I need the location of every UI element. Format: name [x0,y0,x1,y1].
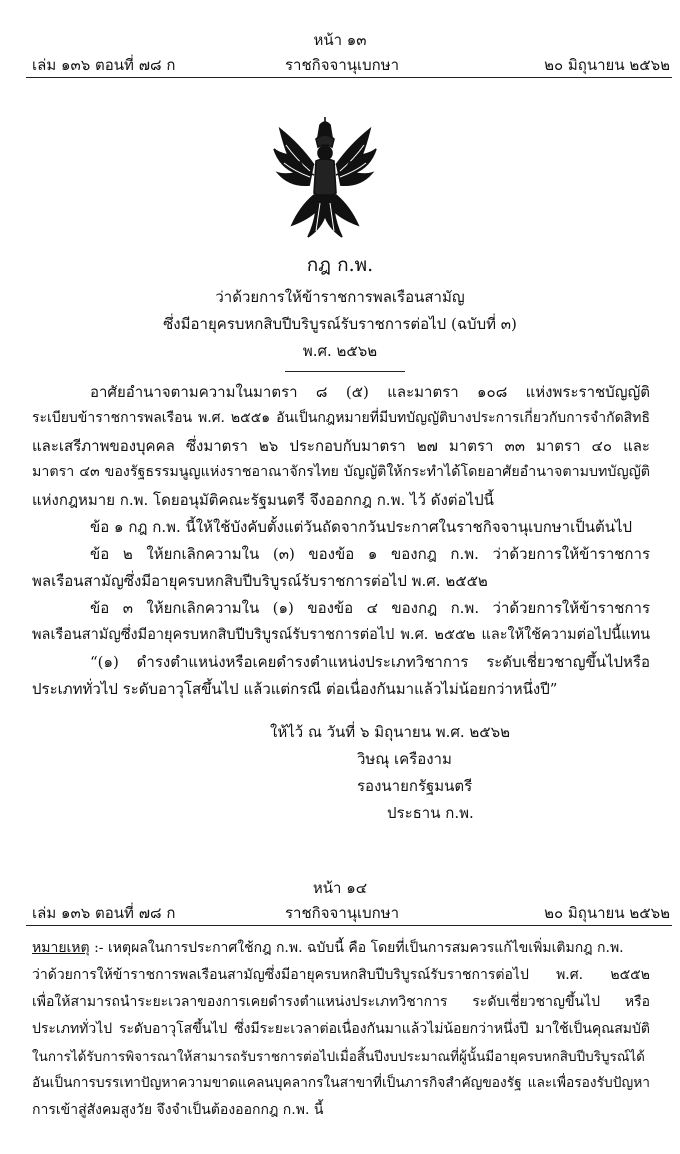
clause-3-quote: ประเภททั่วไป ระดับอาวุโสขึ้นไป แล้วแต่กรณี ต่อเนื่องกันมาแล้วไม่น้อยกว่าหนึ่งปี” [32,680,558,698]
note-line: อันเป็นการบรรเทาปัญหาความขาดแคลนบุคลากรในสาขาที่เป็นภารกิจสำคัญของรัฐ และเพื่อรองรับปัญหา [32,1075,650,1091]
note-line: เพื่อให้สามารถนำระยะเวลาของการเคยดำรงตำแหน่งประเภทวิชาการ ระดับเชี่ยวชาญขึ้นไป หรือ [32,994,650,1010]
note-line: ว่าด้วยการให้ข้าราชการพลเรือนสามัญซึ่งมีอายุครบหกสิบปีบริบูรณ์รับราชการต่อไป พ.ศ. ๒๕๕๒ [32,967,650,983]
clause-2: ข้อ ๒ ให้ยกเลิกความใน (๓) ของข้อ ๑ ของกฎ ก.พ. ว่าด้วยการให้ข้าราชการ [90,545,650,563]
note-line: การเข้าสู่สังคมสูงวัย จึงจำเป็นต้องออกกฎ ก.พ. นี้ [32,1102,324,1118]
clause-1: ข้อ ๑ กฎ ก.พ. นี้ให้ใช้บังคับตั้งแต่วันถัดจากวันประกาศในราชกิจจานุเบกษาเป็นต้นไป [90,518,633,536]
document-title: กฎ ก.พ. [306,254,374,276]
clause-3: ข้อ ๓ ให้ยกเลิกความใน (๑) ของข้อ ๔ ของกฎ ก.พ. ว่าด้วยการให้ข้าราชการ [90,599,650,617]
signer-position: รองนายกรัฐมนตรี [357,777,473,795]
header-rule [26,77,672,78]
garuda-emblem [270,115,380,240]
gazette-date: ๒๐ มิถุนายน ๒๕๖๒ [544,56,670,74]
preamble-line: ระเบียบข้าราชการพลเรือน พ.ศ. ๒๕๕๑ อันเป็นกฎหมายที่มีบทบัญญัติบางประการเกี่ยวกับการจำกัดสิทธิ [32,410,650,426]
document-year: พ.ศ. ๒๕๖๒ [302,342,378,360]
page-number: หน้า ๑๓ [313,31,367,49]
document-subtitle: ซึ่งมีอายุครบหกสิบปีบริบูรณ์รับราชการต่อไป (ฉบับที่ ๓) [163,315,517,333]
gazette-date: ๒๐ มิถุนายน ๒๕๖๒ [544,904,670,922]
note-line: ประเภททั่วไป ระดับอาวุโสขึ้นไป ซึ่งมีระยะเวลาต่อเนื่องกันมาแล้วไม่น้อยกว่าหนึ่งปี มาใช้เป็นคุณสมบัติ [32,1021,650,1037]
preamble-line: และเสรีภาพของบุคคล ซึ่งมาตรา ๒๖ ประกอบกับมาตรา ๒๗ มาตรา ๓๓ มาตรา ๔๐ และ [32,437,650,455]
preamble-line: มาตรา ๔๓ ของรัฐธรรมนูญแห่งราชอาณาจักรไทย บัญญัติให้กระทำได้โดยอาศัยอำนาจตามบทบัญญัติ [32,464,650,480]
note-line [32,937,650,959]
page-number: หน้า ๑๔ [312,879,368,897]
note-text: :- เหตุผลในการประกาศใช้กฎ ก.พ. ฉบับนี้ คือ โดยที่เป็นการสมควรแก้ไขเพิ่มเติมกฎ ก.พ. [94,940,624,956]
gazette-volume: เล่ม ๑๓๖ ตอนที่ ๗๘ ก [32,904,176,922]
preamble-line: อาศัยอำนาจตามความในมาตรา ๘ (๕) และมาตรา ๑๐๘ แห่งพระราชบัญญัติ [90,383,650,401]
gazette-volume: เล่ม ๑๓๖ ตอนที่ ๗๘ ก [32,56,176,74]
clause-3: พลเรือนสามัญซึ่งมีอายุครบหกสิบปีบริบูรณ์รับราชการต่อไป พ.ศ. ๒๕๕๒ และให้ใช้ความต่อไปนี้แทน [32,627,650,643]
document-subtitle: ว่าด้วยการให้ข้าราชการพลเรือนสามัญ [215,288,465,306]
given-date: ให้ไว้ ณ วันที่ ๖ มิถุนายน พ.ศ. ๒๕๖๒ [270,723,511,741]
note-label: หมายเหตุ [32,940,90,956]
signer-role: ประธาน ก.พ. [387,804,474,822]
clause-2: พลเรือนสามัญซึ่งมีอายุครบหกสิบปีบริบูรณ์รับราชการต่อไป พ.ศ. ๒๕๕๒ [32,572,488,590]
gazette-name: ราชกิจจานุเบกษา [285,904,400,922]
signer-name: วิษณุ เครืองาม [357,750,452,768]
title-divider [285,371,405,372]
clause-3-quote: “(๑) ดำรงตำแหน่งหรือเคยดำรงตำแหน่งประเภทวิชาการ ระดับเชี่ยวชาญขึ้นไปหรือ [90,653,650,671]
header-rule [26,925,672,926]
gazette-name: ราชกิจจานุเบกษา [285,56,400,74]
preamble-line: แห่งกฎหมาย ก.พ. โดยอนุมัติคณะรัฐมนตรี จึงออกกฎ ก.พ. ไว้ ดังต่อไปนี้ [32,491,494,509]
note-line: ในการได้รับการพิจารณาให้สามารถรับราชการต่อไปเมื่อสิ้นปีงบประมาณที่ผู้นั้นมีอายุครบหกสิบปีบริบูรณ์ได้ [32,1049,645,1065]
